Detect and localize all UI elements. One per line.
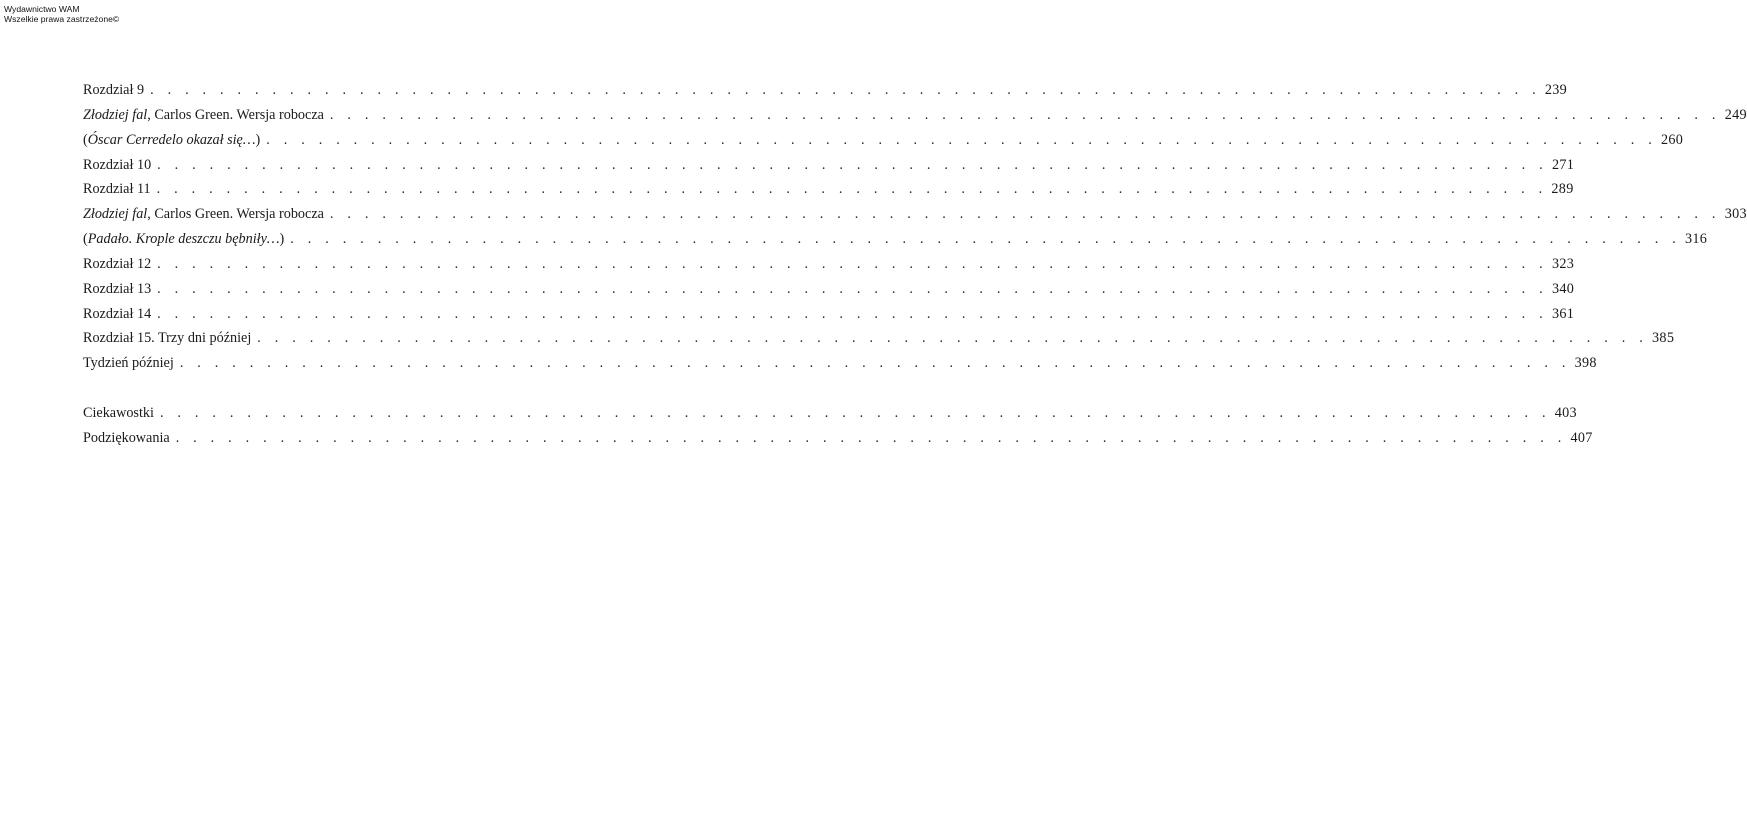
dot-leader: . . . . . . . . . . . . . . . . . . . . . . . . . . . . . . . . . . . . . . . . . . . . . . . . . . . . . . . . . . . . . . . . . . . . . . . . . . . . . . . . [179,355,1571,372]
dot-leader: . . . . . . . . . . . . . . . . . . . . . . . . . . . . . . . . . . . . . . . . . . . . . . . . . . . . . . . . . . . . . . . . . . . . . . . . . . . . . . . . [159,405,1551,422]
toc-entry-title-part: Rozdział 14 [83,305,152,322]
toc-entry-title-part: Rozdział 15. Trzy dni później [83,330,252,347]
toc-entry [83,78,1568,103]
dot-leader: . . . . . . . . . . . . . . . . . . . . . . . . . . . . . . . . . . . . . . . . . . . . . . . . . . . . . . . . . . . . . . . . . . . . . . . . . . . . . . . . [266,131,1657,148]
toc-entry-title-part: Złodziej fal [83,106,148,123]
toc-entry-title-part: Rozdział 10 [83,156,152,173]
toc-entry-title-part: Padało. Krople deszczu bębniły… [87,231,280,248]
toc-entry-title-part: Rozdział 13 [83,280,152,297]
toc-entry-title [83,78,144,103]
toc-entry-title [83,128,260,153]
toc-entry-page-number: 385 [1652,330,1675,347]
toc-entry-title [83,177,151,202]
toc-entry [83,128,1684,153]
dot-leader: . . . . . . . . . . . . . . . . . . . . . . . . . . . . . . . . . . . . . . . . . . . . . . . . . . . . . . . . . . . . . . . . . . . . . . . . . . . . . . . . [157,280,1548,297]
dot-leader: . . . . . . . . . . . . . . . . . . . . . . . . . . . . . . . . . . . . . . . . . . . . . . . . . . . . . . . . . . . . . . . . . . . . . . . . . . . . . . . . [175,429,1567,446]
toc-entry-title-part: Złodziej fal [83,206,148,223]
toc-entry-title [83,401,154,426]
toc-entry-page-number: 403 [1554,405,1577,422]
toc-entry-page-number: 316 [1685,231,1708,248]
toc-entry-title [83,302,151,327]
toc-entry [83,177,1574,202]
toc-entry-title [83,252,151,277]
toc-entry-title [83,227,284,252]
toc-entry-page-number: 398 [1574,355,1597,372]
toc-entry-title-part: , Carlos Green. Wersja robocza [147,206,324,223]
toc-entry-title-part: Ciekawostki [83,405,154,422]
dot-leader: . . . . . . . . . . . . . . . . . . . . . . . . . . . . . . . . . . . . . . . . . . . . . . . . . . . . . . . . . . . . . . . . . . . . . . . . . . . . . . . . [257,330,1649,347]
toc-entry-title-part: Óscar Cerredelo okazał się… [87,131,256,148]
toc-entry [83,153,1575,178]
toc-entry-page-number: 323 [1551,255,1575,272]
toc-entry-page-number: 361 [1551,305,1575,322]
toc-entry-title-part: Rozdział 11 [83,181,151,198]
toc-entry-title [83,202,324,227]
toc-entry-page-number: 271 [1551,156,1575,173]
dot-leader: . . . . . . . . . . . . . . . . . . . . . . . . . . . . . . . . . . . . . . . . . . . . . . . . . . . . . . . . . . . . . . . . . . . . . . . . . . . . . . . . [156,181,1548,198]
dot-leader: . . . . . . . . . . . . . . . . . . . . . . . . . . . . . . . . . . . . . . . . . . . . . . . . . . . . . . . . . . . . . . . . . . . . . . . . . . . . . . . . [157,156,1548,173]
toc-entry-title [83,153,151,178]
toc-group [83,78,1747,376]
toc-entry [83,401,1577,426]
toc-entry-page-number: 289 [1551,181,1574,198]
toc-entry-title [83,103,324,128]
publisher-name: Wydawnictwo WAM [4,4,80,14]
toc-entry-title-part: Rozdział 12 [83,255,152,272]
toc-entry [83,351,1597,376]
toc-entry-title [83,351,174,376]
toc-entry-title-part: ) [255,131,261,148]
dot-leader: . . . . . . . . . . . . . . . . . . . . . . . . . . . . . . . . . . . . . . . . . . . . . . . . . . . . . . . . . . . . . . . . . . . . . . . . . . . . . . . . [157,305,1548,322]
toc-entry-page-number: 239 [1544,82,1568,98]
toc-group [83,401,1593,451]
toc-entry-title-part: Podziękowania [83,429,170,446]
toc-entry [83,252,1575,277]
dot-leader: . . . . . . . . . . . . . . . . . . . . . . . . . . . . . . . . . . . . . . . . . . . . . . . . . . . . . . . . . . . . . . . . . . . . . . . . . . . . . . . . [150,82,1541,98]
toc-entry [83,426,1593,451]
toc-entry-page-number: 303 [1724,206,1747,223]
toc-entry [83,202,1747,227]
toc-entry-page-number: 407 [1570,429,1593,446]
toc-entry-title-part: Tydzień później [83,355,174,372]
toc-entry-page-number: 260 [1660,131,1684,148]
toc-entry-title [83,426,170,451]
dot-leader: . . . . . . . . . . . . . . . . . . . . . . . . . . . . . . . . . . . . . . . . . . . . . . . . . . . . . . . . . . . . . . . . . . . . . . . . . . . . . . . . [329,206,1721,223]
toc-entry [83,326,1675,351]
toc-entry-title-part: ( [83,231,88,248]
toc-entry-title-part: ( [83,131,88,148]
dot-leader: . . . . . . . . . . . . . . . . . . . . . . . . . . . . . . . . . . . . . . . . . . . . . . . . . . . . . . . . . . . . . . . . . . . . . . . . . . . . . . . . [290,231,1682,248]
toc-entry-title-part: , Carlos Green. Wersja robocza [147,106,324,123]
toc-entry [83,302,1575,327]
toc-entry-title [83,326,251,351]
toc-entry-title-part: ) [279,231,285,248]
toc-entry-title-part: Rozdział 9 [83,82,145,98]
copyright-notice: Wszelkie prawa zastrzeżone© [4,14,120,24]
toc-entry [83,277,1575,302]
toc-entry-page-number: 340 [1551,280,1575,297]
table-of-contents [83,78,1747,451]
toc-entry-page-number: 249 [1724,106,1747,123]
page-header [4,4,119,24]
toc-entry [83,103,1747,128]
toc-entry-title [83,277,151,302]
dot-leader: . . . . . . . . . . . . . . . . . . . . . . . . . . . . . . . . . . . . . . . . . . . . . . . . . . . . . . . . . . . . . . . . . . . . . . . . . . . . . . . . [329,106,1721,123]
toc-entry [83,227,1708,252]
dot-leader: . . . . . . . . . . . . . . . . . . . . . . . . . . . . . . . . . . . . . . . . . . . . . . . . . . . . . . . . . . . . . . . . . . . . . . . . . . . . . . . . [157,255,1548,272]
